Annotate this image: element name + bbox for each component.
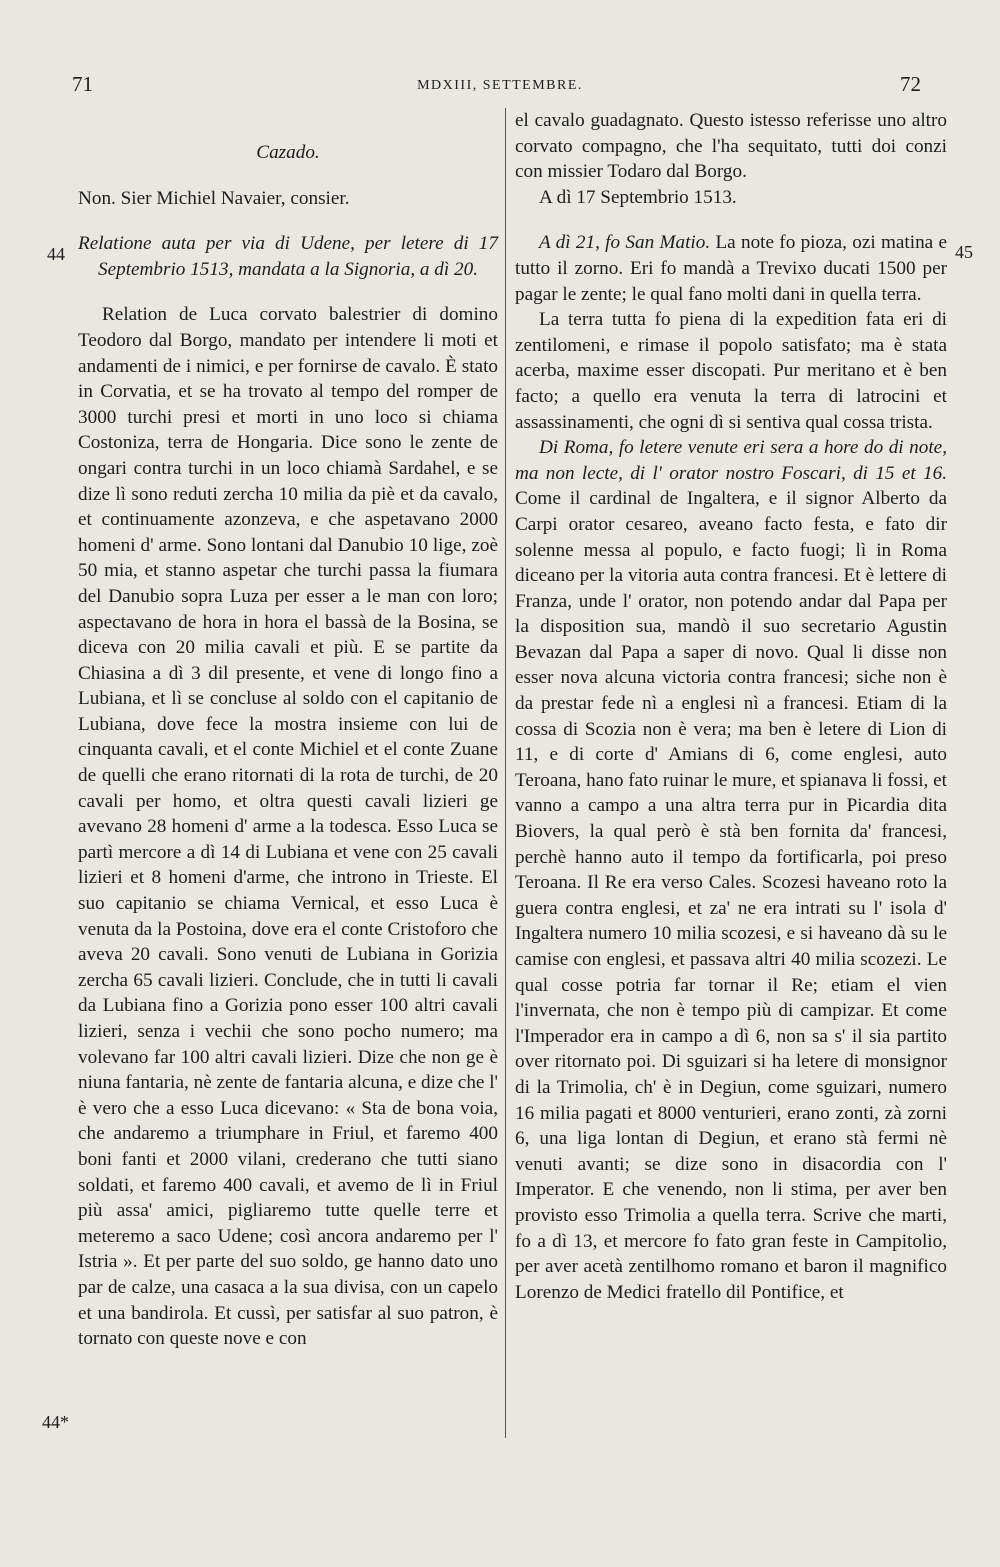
right-column <box>515 108 947 1305</box>
left-column <box>78 140 498 1352</box>
running-title: MDXIII, SETTEMBRE. <box>417 78 583 93</box>
paragraph-continuation: el cavalo guadagnato. Questo istesso referisse uno altro corvato compagno, che l'ha sequitato, tutti doi conzi con missier Todaro dal Borgo. <box>515 110 947 183</box>
page-number-left: 71 <box>72 72 93 96</box>
relatione-body: Relation de Luca corvato balestrier di domino Teodoro dal Borgo, mandato per intendere li moti et andamenti de i nimici, e per fornirse de cavalo. È stato in Corvatia, et se ha trovato al tempo del romper de 3000 turchi presi et morti in uno loco si chiama Costoniza, terra de Hongaria. Dice sono le zente de ongari contra turchi in un loco chiamà Sardahel, e se dize lì sono reduti zercha 10 milia da piè et da cavalo, et continuamente azonzeva, e che aspetavano 2000 homeni d' arme. Sono lontani dal Danubio 10 lige, zoè 50 mia, et stanno aspetar che turchi passa la fiumara del Danubio sopra Luza per esser a le man con loro; aspectavano de hora in hora el bassà de la Bosina, se diceva con 20 milia cavali et più. E se partite da Chiasina a dì 3 dil presente, et vene di longo fino a Lubiana, et lì se concluse al soldo con el capitanio de Lubiana, dove fece la mostra insieme con lui de cinquanta cavali, et el conte Michiel et el conte Zuane de quelli che erano ritornati di la rota de turchi, de 20 cavali per homo, et oltra questi cavali lizieri ge avevano 28 homeni d' arme a la todesca. Esso Luca se partì mercore a dì 14 di Lubiana et vene con 25 cavali lizieri et 8 homeni d'arme, che introno in Trieste. El suo capitanio se chiama Vernical, et esso Luca è venuta da la Postoina, dove era el conte Cristoforo che aveva 20 cavali. Sono venuti de Lubiana in Gorizia zercha 65 cavali lizieri. Conclude, che in tutti li cavali da Lubiana fino a Gorizia pono esser 100 altri cavali lizieri, senza i vechii che sono pocho numero; ma volevano far 100 altri cavali lizieri. Dize che non ge è niuna fantaria, nè zente de fantaria alcuna, e dize che l' è vero che a esso Luca dicevano: « Sta de bona voia, che andaremo a triumphare in Friul, et faremo 400 boni fanti et 2000 vilani, crederano che tutti siano soldati, et faremo 400 cavali, et avemo de lì in Friul più assa' amici, pigliaremo tutte quelle terre et meteremo a saco Udene; così ancora andaremo per l' Istria ». Et per parte del suo soldo, ge hanno dato uno par de calze, una casaca a la sua divisa, con un capelo et una bandirola. Et cussì, per satisfar al suo patron, è tornato con queste nove e con <box>78 304 499 1350</box>
council-line: Non. Sier Michiel Navaier, consier. <box>78 187 350 209</box>
relatione-title: Relatione auta per via di Udene, per letere di 17 Septembrio 1513, mandata a la Signoria, a dì 20. <box>78 233 498 280</box>
paragraph-terra: La terra tutta fo piena di la expedition fata eri di zentilomeni, e rimase il popolo satisfato; ma è stata acerba, maxime esser discopati. Pur meritano et è ben facto; a quello era venuta la terra di latrocini et assassinamenti, che ogni dì si sentiva qual cossa trista. <box>515 309 947 433</box>
page-header <box>0 72 1000 102</box>
margin-note-left-top: 44 <box>47 244 65 264</box>
entry-lead: A dì 21, fo San Matio. <box>539 232 711 254</box>
page-number-right: 72 <box>900 72 921 96</box>
paragraph-san-matio: A dì 21, fo San Matio. La note fo pioza, ozi matina e tutto il zorno. Eri fo mandà a Trevixo ducati 1500 per pagar le zente; le qual fano molti dani in quella terra. <box>515 232 948 305</box>
section-heading: Cazado. <box>256 142 320 163</box>
margin-note-left-bottom: 44* <box>42 1412 69 1432</box>
paragraph-roma: Di Roma, fo letere venute eri sera a hore do di note, ma non lecte, di l' orator nostro Foscari, di 15 et 16. Come il cardinal de Ingaltera, e il signor Alberto da Carpi orator cesareo, aveano facto festa, e fato dir solenne messa al populo, e facto fuogi; lì in Roma diceano per la vitoria auta contra francesi. Et è lettere di Franza, unde l' orator, non potendo andar dal Papa per la disposition sua, mandò il suo secretario Agustin Bevazan dal Papa a saper di novo. Qual li disse non esser nova alcuna victoria contra francesi; siche non è da prestar fede nì a englesi nì a francesi. Etiam di la cossa di Scozia non è vera; ma ben è letere di Lion di 11, e di corte d' Amians di 6, come englesi, auto Teroana, hano fato ruinar le mure, et spianava li fossi, et vanno a campo a una altra terra pur in Picardia dita Biovers, la qual però è stà ben fornita da' francesi, perchè hanno auto il tempo da fortificarla, poi preso Teroana. Il Re era verso Cales. Scozesi haveano roto la guera contra englesi, et za' ne era intrati su l' isola d' Ingaltera numero 10 milia scozesi, e si haveano dà su le camise con englesi, et passava altri 40 milia scozezi. Le qual cosse potria far tornar il Re; etiam el vien l'invernata, che non è tempo più di campizar. Et come l'Imperador era in campo a dì 6, non sa s' il sia partito over ritornato poi. Di sguizari si ha letere di monsignor di la Trimolia, ch' è in Degiun, come sguizari, numero 16 milia pagati et 8000 venturieri, erano zonti, zà zorni 6, una liga lontan di Degiun, et erano stà fermi nè venuti avanti; se dize sono in disacordia con l' Imperator. E che venendo, non li stima, per aver ben provisto esso Trimolia a quella terra. Scrive che marti, fo a dì 13, et mercore fo fato gran feste in Campitolio, per aver acetà zentilhomo romano et baron il magnifico Lorenzo de Medici fratello dil Pontifice, et <box>515 437 947 1303</box>
margin-note-right-top: 45 <box>955 242 973 262</box>
entry-lead: Di Roma, fo letere venute eri sera a hore do di note, ma non lecte, di l' orator nostro Foscari, di 15 et 16. <box>515 437 947 484</box>
date-line: A dì 17 Septembrio 1513. <box>539 186 737 208</box>
column-divider <box>505 108 506 1438</box>
